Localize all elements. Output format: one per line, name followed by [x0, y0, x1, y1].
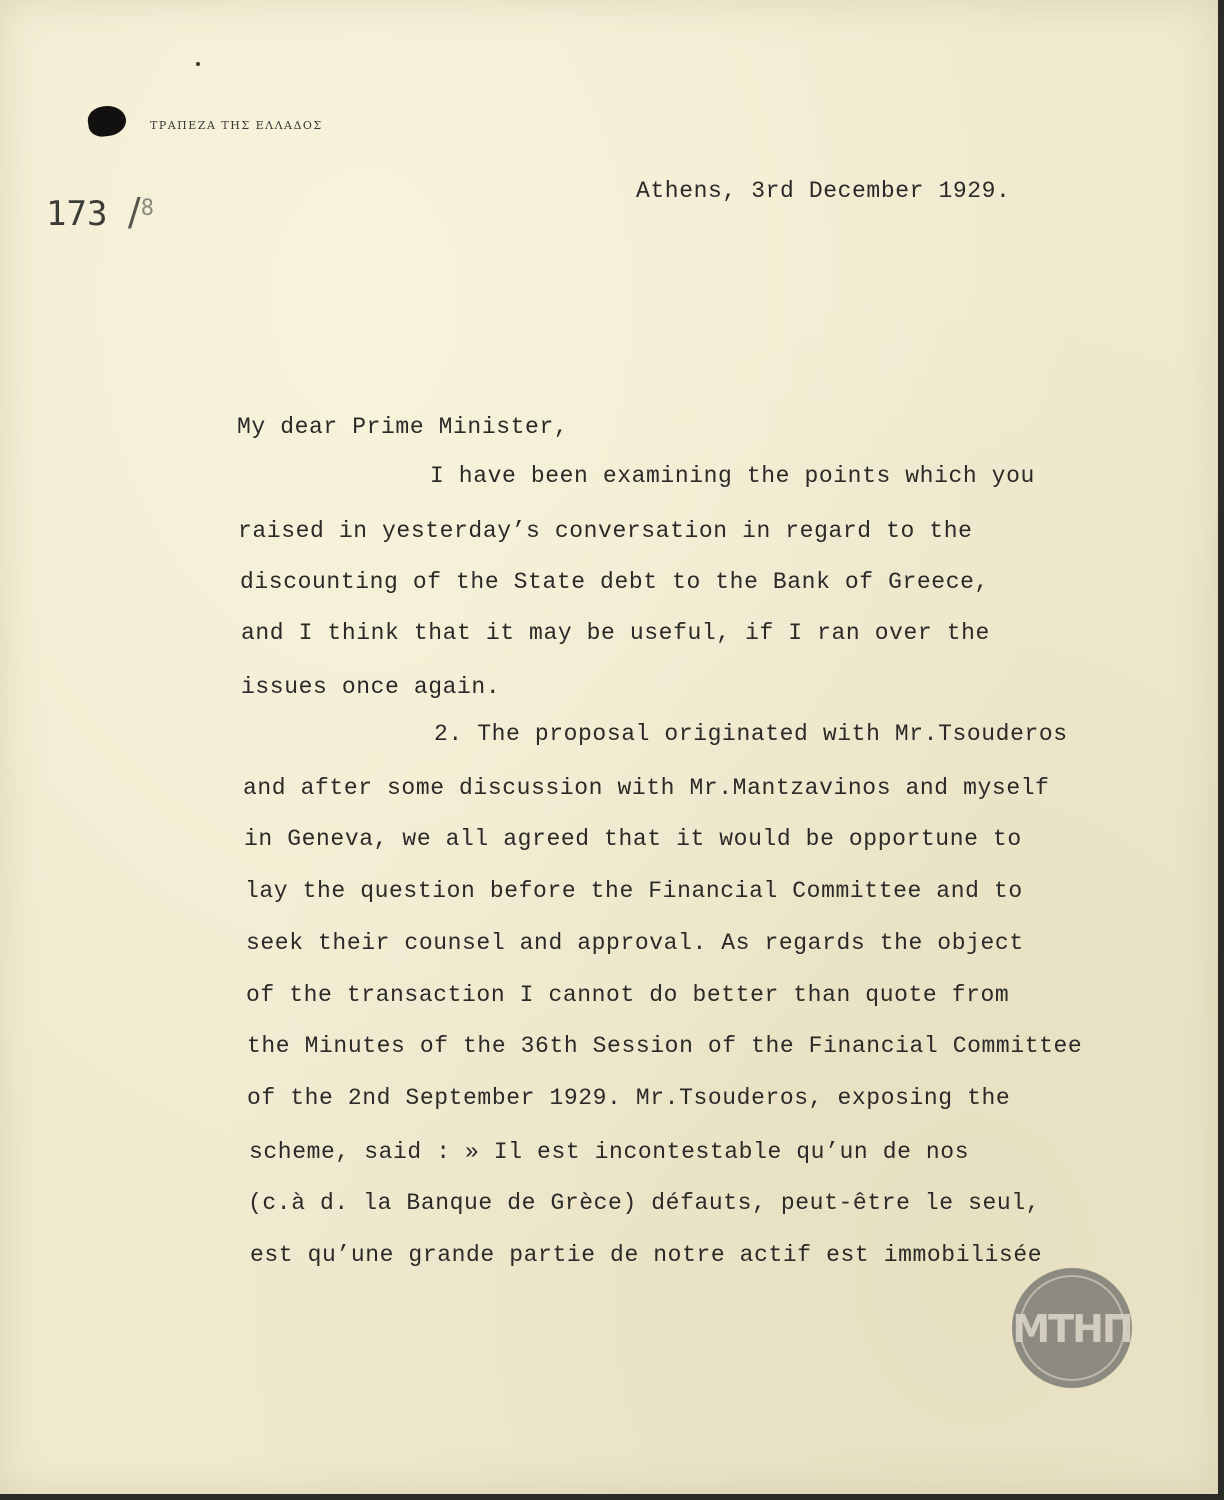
stamp-monogram: ΜΤΗΠ: [1012, 1307, 1132, 1351]
folio-number: 173 /$^8$: [46, 190, 154, 234]
body-line: of the transaction I cannot do better than quote from: [246, 982, 1010, 1008]
body-line: issues once again.: [241, 674, 501, 700]
body-line: and I think that it may be useful, if I ran over the: [241, 620, 990, 646]
body-line: of the 2nd September 1929. Mr.Tsouderos, exposing the: [247, 1085, 1011, 1111]
body-line: in Geneva, we all agreed that it would be opportune to: [244, 826, 1022, 852]
body-line: I have been examining the points which you: [430, 463, 1035, 489]
body-line: raised in yesterday’s conversation in regard to the: [238, 518, 973, 544]
folio-number-suffix: 8: [140, 196, 154, 221]
body-line: lay the question before the Financial Committee and to: [245, 878, 1023, 904]
ink-speck: [196, 62, 200, 66]
punch-hole: [86, 104, 128, 139]
body-line: the Minutes of the 36th Session of the Financial Committee: [247, 1033, 1083, 1059]
letterhead: ΤΡΑΠΕΖΑ ΤΗΣ ΕΛΛΑΔΟΣ: [150, 119, 323, 132]
dateline: Athens, 3rd December 1929.: [636, 178, 1011, 204]
body-line: and after some discussion with Mr.Mantzavinos and myself: [243, 775, 1050, 801]
body-line: (c.à d. la Banque de Grèce) défauts, peut-être le seul,: [248, 1190, 1041, 1216]
salutation: My dear Prime Minister,: [237, 414, 569, 440]
folio-number-main: 173: [46, 194, 108, 234]
body-line: discounting of the State debt to the Bank of Greece,: [240, 569, 989, 595]
body-line: est qu’une grande partie de notre actif est immobilisée: [250, 1242, 1043, 1268]
body-line: 2. The proposal originated with Mr.Tsouderos: [434, 721, 1068, 747]
body-line: seek their counsel and approval. As regards the object: [246, 930, 1024, 956]
archive-stamp: [1010, 1266, 1134, 1390]
body-line: scheme, said : » Il est incontestable qu’un de nos: [249, 1139, 970, 1165]
